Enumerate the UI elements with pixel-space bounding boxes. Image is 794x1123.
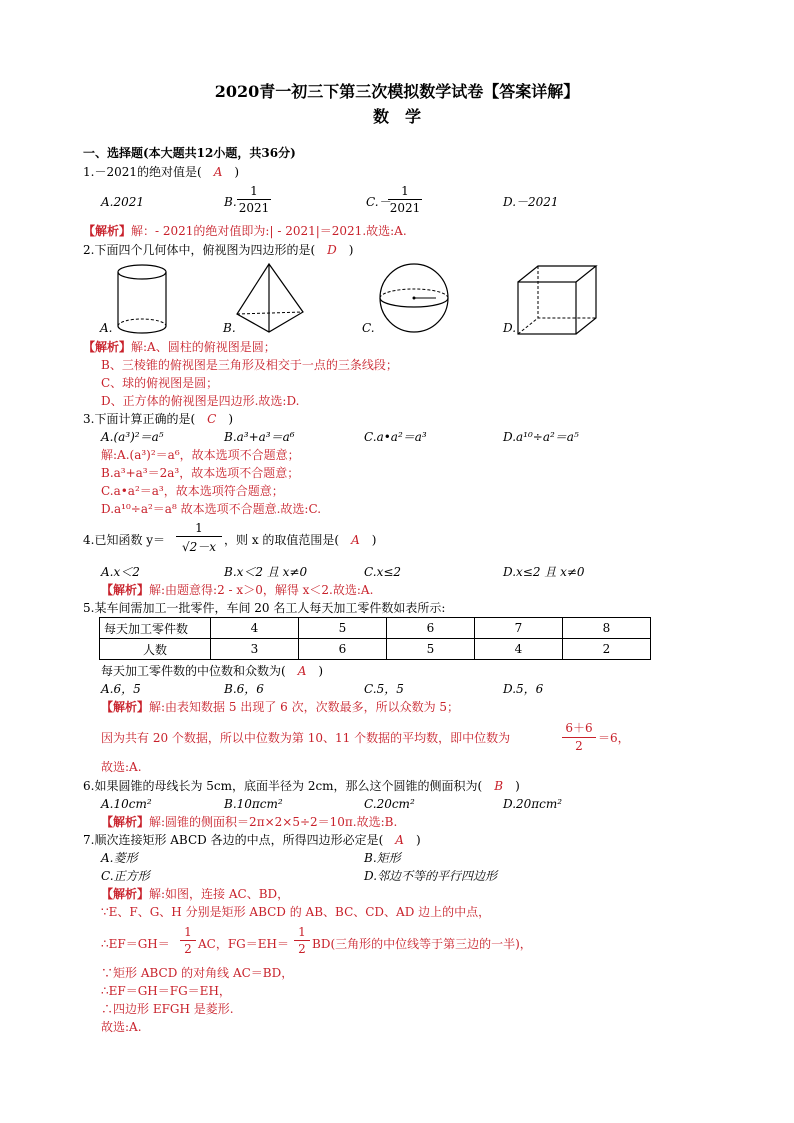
q1-stem: 1.－2021的绝对值是( A ) (83, 165, 240, 179)
q4-answer: A (351, 533, 360, 547)
q3-option-c: C.a•a²＝a³ (364, 430, 427, 444)
q5-median-fraction: 6＋6 2 (562, 719, 596, 753)
q7-analysis-3c: BD(三角形的中位线等于第三边的一半)， (312, 937, 532, 951)
q6-analysis: 【解析】解:圆锥的侧面积＝2π×2×5÷2＝10π.故选:B. (101, 815, 398, 829)
q5-table (99, 617, 651, 660)
q4-option-d: D.x≤2 且 x≠0 (503, 565, 585, 579)
q2-label-a: A. (100, 321, 113, 335)
q1-option-a: A.2021 (101, 195, 145, 209)
q4-stem-prefix: 4.已知函数 y＝ (83, 533, 166, 547)
q1-option-d: D.－2021 (503, 195, 559, 209)
q7-half-fraction: 1 2 (294, 925, 310, 956)
q6-answer: B (494, 779, 504, 793)
q7-analysis-3b: AC，FG＝EH＝ (198, 937, 289, 951)
q4-option-a: A.x＜2 (101, 565, 140, 579)
q7-analysis-6: ∴四边形 EFGH 是菱形. (101, 1002, 234, 1016)
q2-answer: D (327, 243, 337, 257)
q3-option-d: D.a¹⁰÷a²＝a⁵ (503, 430, 579, 444)
q7-half-fraction: 1 2 (180, 925, 196, 956)
q7-option-d: D.邻边不等的平行四边形 (364, 869, 498, 883)
q7-option-a: A.菱形 (101, 851, 138, 865)
q1-option-b-label: B. (224, 195, 237, 209)
q3-analysis-2: B.a³+a³＝2a³，故本选项不合题意； (101, 466, 300, 480)
table-cell: 6 (299, 639, 387, 660)
cube-figure (512, 264, 602, 338)
q3-analysis-4: D.a¹⁰÷a²＝a⁸ 故本选项不合题意.故选:C. (101, 502, 322, 516)
table-cell: 4 (475, 639, 563, 660)
q7-analysis-1: 【解析】解:如图，连接 AC、BD， (101, 887, 290, 901)
table-cell: 7 (475, 618, 563, 639)
q2-analysis-1: 【解析】解:A、圆柱的俯视图是圆； (83, 340, 276, 354)
q2-analysis-4: D、正方体的俯视图是四边形.故选:D. (101, 394, 300, 408)
q1-option-c-fraction: 1 2021 (389, 184, 421, 215)
q1-answer: A (213, 165, 223, 179)
q7-stem: 7.顺次连接矩形 ABCD 各边的中点，所得四边形必定是( A ) (83, 833, 421, 847)
sphere-figure (372, 262, 458, 338)
table-row-label: 人数 (100, 639, 211, 660)
q6-option-a: A.10cm² (101, 797, 152, 811)
q7-option-b: B.矩形 (364, 851, 401, 865)
q5-option-a: A.6，5 (101, 682, 141, 696)
q4-function-fraction: 1 √2－x (176, 521, 222, 555)
q4-analysis: 【解析】解:由题意得:2 - x＞0，解得 x＜2.故选:A. (101, 583, 374, 597)
table-cell: 8 (563, 618, 651, 639)
q7-analysis-4: ∵矩形 ABCD 的对角线 AC＝BD， (101, 966, 294, 980)
q3-option-a: A.(a³)²＝a⁵ (101, 430, 164, 444)
q5-option-c: C.5，5 (364, 682, 404, 696)
q5-analysis-2-end: ＝6， (598, 731, 630, 745)
table-cell: 5 (387, 639, 475, 660)
q1-option-c-label: C.－ (366, 195, 391, 209)
section-heading: 一、选择题(本大题共12小题，共36分) (83, 146, 296, 160)
table-cell: 4 (211, 618, 299, 639)
q6-stem: 6.如果圆锥的母线长为 5cm，底面半径为 2cm，那么这个圆锥的侧面积为( B ) (83, 779, 520, 793)
q1-analysis: 【解析】解：- 2021的绝对值即为:| - 2021|＝2021.故选:A. (83, 224, 407, 238)
table-cell: 6 (387, 618, 475, 639)
q5-question: 每天加工零件数的中位数和众数为( A ) (101, 664, 324, 678)
table-cell: 5 (299, 618, 387, 639)
table-cell: 2 (563, 639, 651, 660)
table-row-label: 每天加工零件数 (100, 618, 211, 639)
q5-answer: A (297, 664, 307, 678)
q3-answer: C (207, 412, 217, 426)
q5-analysis-3: 故选:A. (101, 760, 142, 774)
q5-analysis-2: 因为共有 20 个数据，所以中位数为第 10、11 个数据的平均数，即中位数为 (101, 731, 511, 745)
q4-option-c: C.x≤2 (364, 565, 402, 579)
q7-analysis-7: 故选:A. (101, 1020, 142, 1034)
pyramid-figure (225, 262, 315, 338)
q3-analysis-1: 解:A.(a³)²＝a⁶，故本选项不合题意； (101, 448, 300, 462)
table-cell: 3 (211, 639, 299, 660)
q1-option-b-fraction: 1 2021 (238, 184, 270, 215)
q7-option-c: C.正方形 (101, 869, 150, 883)
q7-analysis-3a: ∴EF＝GH＝ (101, 937, 170, 951)
q4-option-b: B.x＜2 且 x≠0 (224, 565, 308, 579)
q2-label-b: B. (223, 321, 236, 335)
q6-option-d: D.20πcm² (503, 797, 563, 811)
q3-analysis-3: C.a•a²＝a³，故本选项符合题意； (101, 484, 284, 498)
page-subtitle: 数 学 (372, 107, 421, 126)
table-row (100, 618, 651, 639)
q7-analysis-2: ∵E、F、G、H 分别是矩形 ABCD 的 AB、BC、CD、AD 边上的中点， (101, 905, 491, 919)
q5-option-d: D.5，6 (503, 682, 544, 696)
page-title: 2020青一初三下第三次模拟数学试卷【答案详解】 (214, 82, 580, 101)
q2-analysis-3: C、球的俯视图是圆； (101, 376, 219, 390)
q5-analysis-1: 【解析】解:由表知数据 5 出现了 6 次，次数最多，所以众数为 5； (101, 700, 460, 714)
table-row (100, 639, 651, 660)
q2-analysis-2: B、三棱锥的俯视图是三角形及相交于一点的三条线段； (101, 358, 398, 372)
q7-analysis-5: ∴EF＝GH＝FG＝EH， (101, 984, 231, 998)
q2-label-c: C. (362, 321, 375, 335)
q5-option-b: B.6，6 (224, 682, 264, 696)
q2-label-d: D. (503, 321, 517, 335)
q5-stem: 5.某车间需加工一批零件，车间 20 名工人每天加工零件数如表所示: (83, 601, 446, 615)
q6-option-b: B.10πcm² (224, 797, 283, 811)
q7-answer: A (395, 833, 404, 847)
q3-stem: 3.下面计算正确的是( C ) (83, 412, 234, 426)
q2-stem: 2.下面四个几何体中，俯视图为四边形的是( D ) (83, 243, 354, 257)
q4-stem: ，则 x 的取值范围是( A ) (224, 533, 377, 547)
q6-option-c: C.20cm² (364, 797, 415, 811)
q3-option-b: B.a³+a³＝a⁶ (224, 430, 295, 444)
